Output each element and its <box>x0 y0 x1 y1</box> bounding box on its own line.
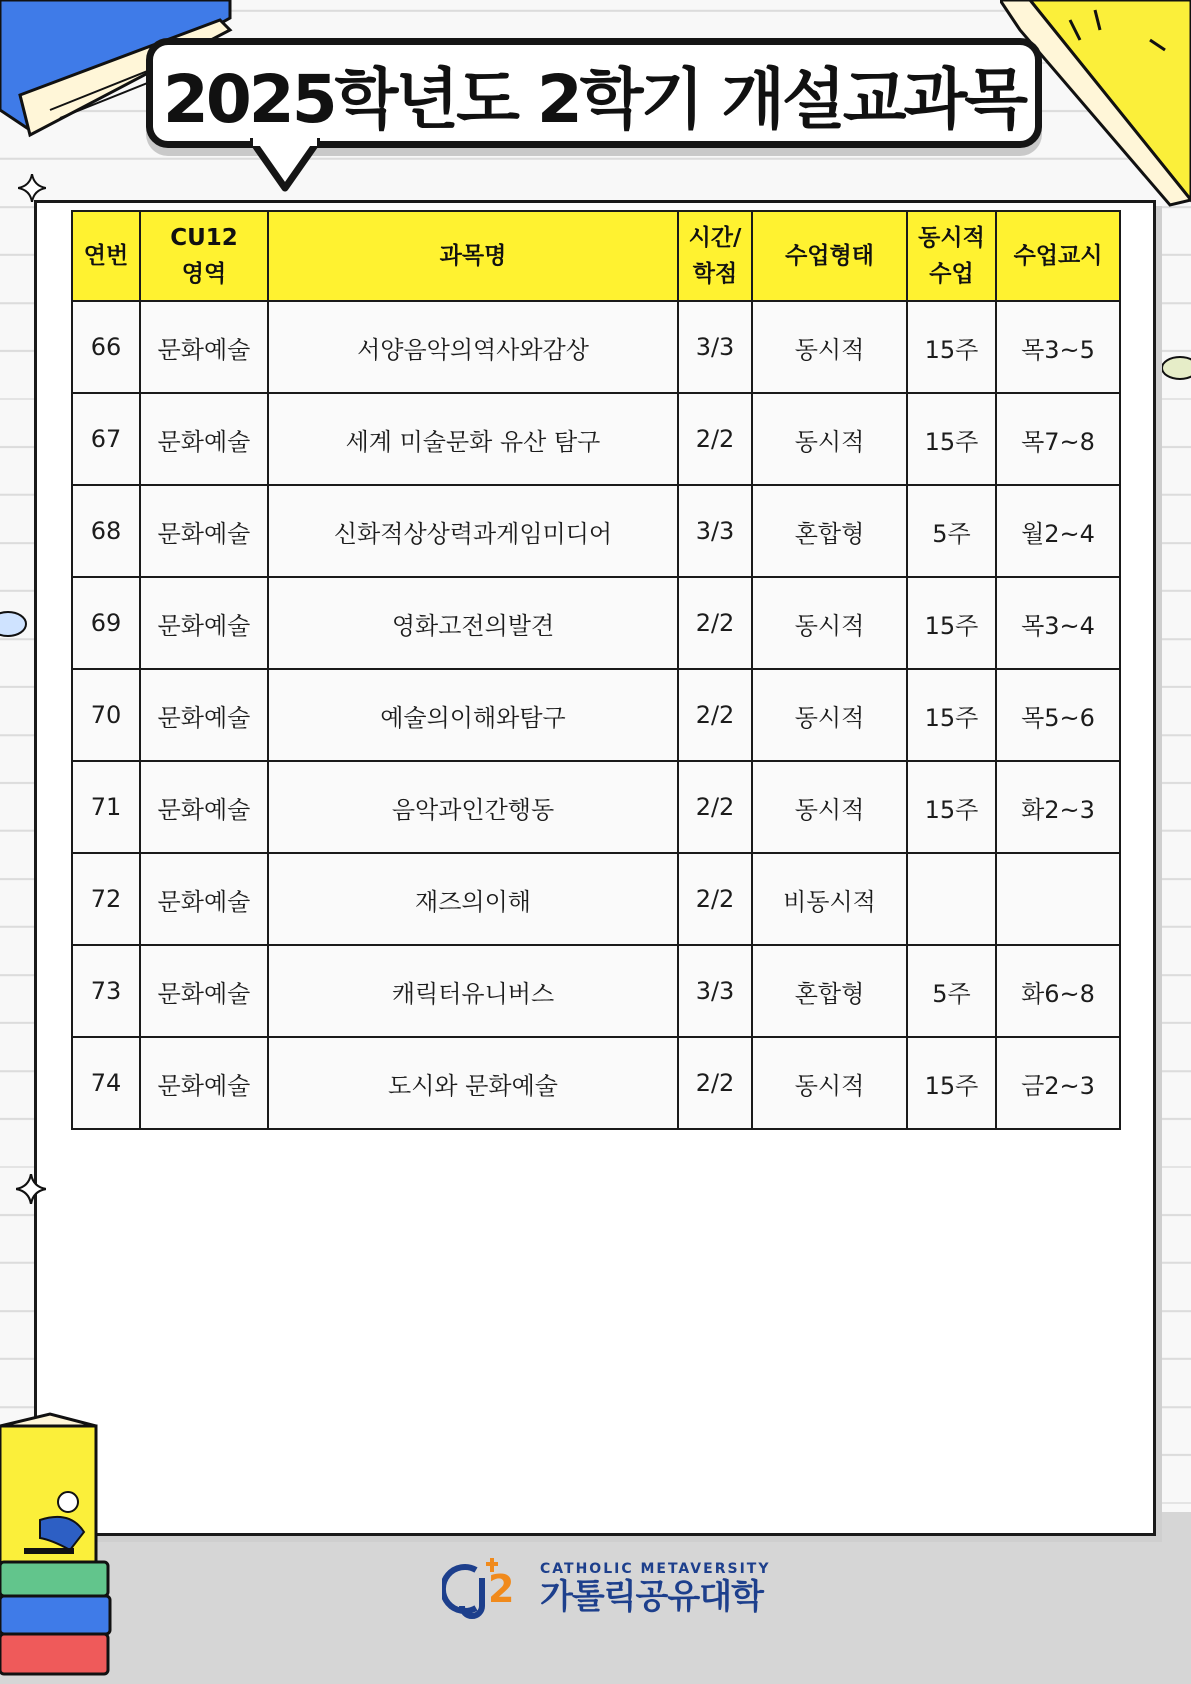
svg-text:2: 2 <box>488 1567 515 1611</box>
cell-class-type: 혼합형 <box>752 485 907 577</box>
table-row <box>72 577 1120 669</box>
cell-hours-credits: 3/3 <box>678 485 752 577</box>
cell-class-type: 동시적 <box>752 669 907 761</box>
cell-no: 66 <box>72 301 140 393</box>
header-cu12-area: CU12 영역 <box>140 211 268 301</box>
cell-course-name: 재즈의이해 <box>268 853 678 945</box>
cell-class-period: 화2~3 <box>996 761 1120 853</box>
table-body <box>72 301 1120 1129</box>
header-class-type: 수업형태 <box>752 211 907 301</box>
cell-hours-credits: 2/2 <box>678 669 752 761</box>
cell-area: 문화예술 <box>140 577 268 669</box>
page-title: 2025학년도 2학기 개설교과목 <box>162 60 1026 138</box>
cell-class-period: 목3~5 <box>996 301 1120 393</box>
cell-course-name: 캐릭터유니버스 <box>268 945 678 1037</box>
cell-no: 73 <box>72 945 140 1037</box>
cell-class-type: 동시적 <box>752 577 907 669</box>
cell-course-name: 예술의이해와탐구 <box>268 669 678 761</box>
sparkle-icon <box>18 174 46 202</box>
cell-area: 문화예술 <box>140 669 268 761</box>
cell-hours-credits: 2/2 <box>678 761 752 853</box>
title-bubble <box>146 38 1042 148</box>
cell-sync-weeks: 15주 <box>907 1037 996 1129</box>
cell-class-type: 동시적 <box>752 301 907 393</box>
cell-course-name: 음악과인간행동 <box>268 761 678 853</box>
cell-no: 72 <box>72 853 140 945</box>
book-stack-illustration <box>0 1410 120 1684</box>
cell-course-name: 서양음악의역사와감상 <box>268 301 678 393</box>
cell-sync-weeks: 5주 <box>907 485 996 577</box>
cell-sync-weeks: 5주 <box>907 945 996 1037</box>
cell-class-type: 비동시적 <box>752 853 907 945</box>
table-row <box>72 945 1120 1037</box>
table-row <box>72 853 1120 945</box>
cell-sync-weeks: 15주 <box>907 761 996 853</box>
cell-class-period: 목3~4 <box>996 577 1120 669</box>
university-logo <box>442 1556 770 1622</box>
header-hours-credits: 시간/ 학점 <box>678 211 752 301</box>
header-sync-class: 동시적 수업 <box>907 211 996 301</box>
table-row <box>72 485 1120 577</box>
cell-hours-credits: 2/2 <box>678 393 752 485</box>
cell-area: 문화예술 <box>140 301 268 393</box>
cell-sync-weeks: 15주 <box>907 393 996 485</box>
cell-hours-credits: 3/3 <box>678 945 752 1037</box>
cell-class-type: 혼합형 <box>752 945 907 1037</box>
header-course-name: 과목명 <box>268 211 678 301</box>
speech-bubble-tail <box>250 138 320 194</box>
header-class-period: 수업교시 <box>996 211 1120 301</box>
cell-class-period: 금2~3 <box>996 1037 1120 1129</box>
cell-course-name: 도시와 문화예술 <box>268 1037 678 1129</box>
cell-area: 문화예술 <box>140 485 268 577</box>
cell-no: 67 <box>72 393 140 485</box>
cell-area: 문화예술 <box>140 853 268 945</box>
table-row <box>72 301 1120 393</box>
cell-sync-weeks: 15주 <box>907 577 996 669</box>
cell-no: 70 <box>72 669 140 761</box>
cell-sync-weeks <box>907 853 996 945</box>
cell-course-name: 영화고전의발견 <box>268 577 678 669</box>
table-header-row <box>72 211 1120 301</box>
table-row <box>72 761 1120 853</box>
cell-hours-credits: 2/2 <box>678 1037 752 1129</box>
cell-no: 71 <box>72 761 140 853</box>
table-row <box>72 1037 1120 1129</box>
cell-hours-credits: 3/3 <box>678 301 752 393</box>
cell-no: 74 <box>72 1037 140 1129</box>
logo-english-text: CATHOLIC METAVERSITY <box>540 1561 771 1577</box>
logo-korean-text: 가톨릭공유대학 <box>540 1577 763 1617</box>
oval-decoration <box>1158 354 1191 382</box>
cell-hours-credits: 2/2 <box>678 853 752 945</box>
cell-class-type: 동시적 <box>752 1037 907 1129</box>
cell-sync-weeks: 15주 <box>907 669 996 761</box>
cell-class-period: 월2~4 <box>996 485 1120 577</box>
cell-class-type: 동시적 <box>752 761 907 853</box>
cell-class-period: 화6~8 <box>996 945 1120 1037</box>
sparkle-icon <box>16 1174 46 1204</box>
cell-class-type: 동시적 <box>752 393 907 485</box>
cell-no: 69 <box>72 577 140 669</box>
cell-class-period: 목7~8 <box>996 393 1120 485</box>
cell-class-period <box>996 853 1120 945</box>
table-row <box>72 669 1120 761</box>
header-no: 연번 <box>72 211 140 301</box>
cell-area: 문화예술 <box>140 945 268 1037</box>
table-row <box>72 393 1120 485</box>
oval-decoration <box>0 606 30 642</box>
course-table <box>71 210 1121 1130</box>
cell-sync-weeks: 15주 <box>907 301 996 393</box>
cell-area: 문화예술 <box>140 761 268 853</box>
cell-class-period: 목5~6 <box>996 669 1120 761</box>
cell-hours-credits: 2/2 <box>678 577 752 669</box>
cell-area: 문화예술 <box>140 393 268 485</box>
cell-no: 68 <box>72 485 140 577</box>
cu12-logo-mark <box>442 1556 530 1622</box>
cell-course-name: 세계 미술문화 유산 탐구 <box>268 393 678 485</box>
cell-course-name: 신화적상상력과게임미디어 <box>268 485 678 577</box>
cell-area: 문화예술 <box>140 1037 268 1129</box>
